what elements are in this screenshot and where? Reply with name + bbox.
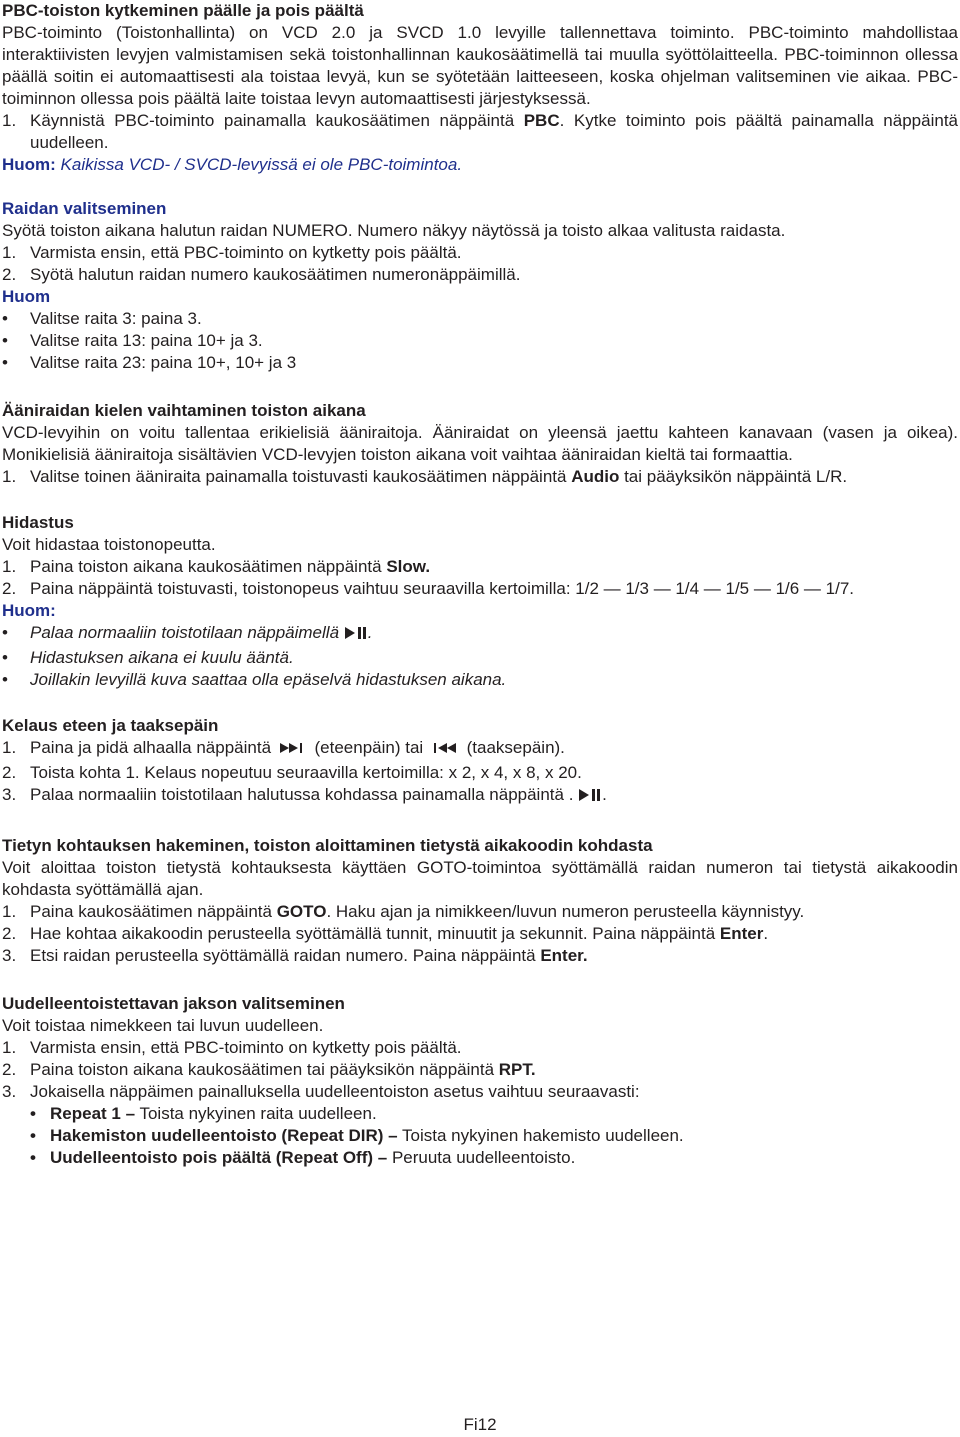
section-title: Kelaus eteen ja taaksepäin bbox=[2, 716, 219, 735]
key-name: PBC bbox=[523, 111, 560, 130]
item-text: Paina näppäintä toistuvasti, toistonopeus vaihtuu seuraavilla kertoimilla: 1/2 — 1/3 — 1/4 — 1/5 — 1/6 — 1/7. bbox=[30, 579, 855, 598]
text: Käynnistä PBC-toiminto painamalla kaukosäätimen näppäintä bbox=[30, 111, 524, 130]
key-name: RPT. bbox=[498, 1060, 536, 1079]
section-slow bbox=[2, 512, 958, 691]
text: Toista nykyinen raita uudelleen. bbox=[135, 1104, 377, 1123]
paragraph: Voit aloittaa toiston tietystä kohtauksesta käyttäen GOTO-toimintoa syöttämällä raidan numeron tai tietystä aikakoodin kohdasta syöttämällä ajan. bbox=[2, 858, 958, 899]
list-item bbox=[2, 466, 958, 488]
note-label-text: Huom: bbox=[2, 601, 56, 620]
section-title: Ääniraidan kielen vaihtaminen toiston aikana bbox=[2, 401, 366, 420]
item-number: 3. bbox=[2, 1082, 17, 1101]
section-goto bbox=[2, 835, 958, 967]
page-number: Fi12 bbox=[463, 1415, 497, 1434]
item-number: 1. bbox=[2, 738, 17, 757]
key-name: GOTO bbox=[276, 902, 327, 921]
item-number: 2. bbox=[2, 1060, 17, 1079]
bullet-dot: • bbox=[2, 623, 8, 642]
bullet-item bbox=[2, 330, 958, 352]
note-label: Huom: bbox=[2, 155, 56, 174]
list-item bbox=[2, 1059, 958, 1081]
item-text: Toista kohta 1. Kelaus nopeutuu seuraavilla kertoimilla: x 2, x 4, x 8, x 20. bbox=[30, 763, 582, 782]
section-track-select bbox=[2, 198, 958, 374]
play-pause-icon bbox=[578, 787, 602, 809]
item-text bbox=[30, 1059, 958, 1081]
list-item bbox=[2, 1037, 958, 1059]
text: . bbox=[367, 623, 373, 642]
paragraph: Syötä toiston aikana halutun raidan NUMERO. Numero näkyy näytössä ja toisto alkaa valitusta raidasta. bbox=[2, 221, 786, 240]
note-label bbox=[2, 600, 958, 622]
item-number: 1. bbox=[2, 1038, 17, 1057]
section-audio-language bbox=[2, 400, 958, 488]
list-item bbox=[2, 1081, 958, 1103]
bullet-text: Hidastuksen aikana ei kuulu ääntä. bbox=[30, 648, 294, 667]
key-name: Enter bbox=[719, 924, 764, 943]
item-number: 2. bbox=[2, 265, 17, 284]
option-name: Repeat 1 – bbox=[50, 1104, 136, 1123]
section-repeat bbox=[2, 993, 958, 1169]
bullet-text: Valitse raita 13: paina 10+ ja 3. bbox=[30, 331, 263, 350]
item-text bbox=[30, 901, 958, 923]
list-item bbox=[2, 762, 958, 784]
text: Palaa normaaliin toistotilaan näppäimellä bbox=[30, 623, 344, 642]
note bbox=[2, 154, 958, 176]
section-title: Raidan valitseminen bbox=[2, 199, 167, 218]
text: . bbox=[763, 924, 769, 943]
bullet-text bbox=[30, 622, 372, 647]
next-icon bbox=[276, 740, 310, 762]
list-item bbox=[2, 578, 958, 600]
bullet-text: Valitse raita 3: paina 3. bbox=[30, 309, 202, 328]
item-number: 1. bbox=[2, 467, 17, 486]
section-title: Hidastus bbox=[2, 513, 74, 532]
item-number: 3. bbox=[2, 946, 17, 965]
list-item bbox=[2, 923, 958, 945]
sub-bullet-item bbox=[30, 1103, 958, 1125]
text: Hae kohtaa aikakoodin perusteella syöttämällä tunnit, minuutit ja sekunnit. Paina näppäintä bbox=[30, 924, 720, 943]
paragraph: Voit toistaa nimekkeen tai luvun uudelleen. bbox=[2, 1016, 324, 1035]
sub-bullet-item bbox=[30, 1147, 958, 1169]
item-text bbox=[30, 784, 958, 809]
text: tai pääyksikön näppäintä L/R. bbox=[619, 467, 848, 486]
item-number: 1. bbox=[2, 243, 17, 262]
bullet-text bbox=[50, 1125, 684, 1147]
item-text bbox=[30, 737, 958, 762]
option-name: Hakemiston uudelleentoisto (Repeat DIR) – bbox=[50, 1126, 398, 1145]
paragraph: VCD-levyihin on voitu tallentaa erikielisiä ääniraitoja. Ääniraidat on yleensä jaettu kahteen kanavaan (vasen ja oikea). Monikielisiä ääniraitoja sisältävien VCD-levyjen toiston aikana voit vaihtaa ääniraidan kieltä tai formaattia. bbox=[2, 423, 958, 464]
bullet-dot: • bbox=[30, 1126, 36, 1145]
text: (eteenpäin) tai bbox=[309, 738, 428, 757]
item-text bbox=[30, 110, 958, 154]
bullet-item bbox=[2, 622, 958, 647]
key-name: Slow. bbox=[386, 557, 431, 576]
paragraph: PBC-toiminto (Toistonhallinta) on VCD 2.0 ja SVCD 1.0 levyille tallennettava toiminto. PBC-toiminto mahdollistaa interaktiivisten levyjen valmistamisen sekä toistonhallinnan kaukosäätimellä tai muulla syöttölaitteella. PBC-toiminnon ollessa päällä soitin ei automaattisesti ala toistaa levyä, kun se syötetään laitteeseen, koska ohjelman valitseminen vie aikaa. PBC-toiminnon ollessa pois päältä laite toistaa levyn automaattisesti järjestyksessä. bbox=[2, 23, 958, 108]
bullet-item bbox=[2, 308, 958, 330]
bullet-dot: • bbox=[2, 331, 8, 350]
bullet-text bbox=[50, 1103, 377, 1125]
text: Palaa normaaliin toistotilaan halutussa kohdassa painamalla näppäintä . bbox=[30, 785, 579, 804]
item-text bbox=[30, 466, 958, 488]
item-text bbox=[30, 923, 958, 945]
item-number: 2. bbox=[2, 924, 17, 943]
text: . Haku ajan ja nimikkeen/luvun numeron perusteella käynnistyy. bbox=[326, 902, 805, 921]
list-item bbox=[2, 901, 958, 923]
item-number: 2. bbox=[2, 579, 17, 598]
item-text: Syötä halutun raidan numero kaukosäätimen numeronäppäimillä. bbox=[30, 265, 521, 284]
text: Peruuta uudelleentoisto. bbox=[387, 1148, 576, 1167]
list-item bbox=[2, 242, 958, 264]
item-number: 1. bbox=[2, 111, 17, 130]
section-title: PBC-toiston kytkeminen päälle ja pois päältä bbox=[2, 1, 364, 20]
item-text: Jokaisella näppäimen painalluksella uudelleentoiston asetus vaihtuu seuraavasti: bbox=[30, 1082, 640, 1101]
list-item bbox=[2, 784, 958, 809]
bullet-item bbox=[2, 669, 958, 691]
item-text: Varmista ensin, että PBC-toiminto on kytketty pois päältä. bbox=[30, 1038, 462, 1057]
list-item bbox=[2, 110, 958, 154]
previous-icon bbox=[428, 740, 462, 762]
note-label-text: Huom bbox=[2, 287, 51, 306]
text: Paina ja pidä alhaalla näppäintä bbox=[30, 738, 276, 757]
bullet-item bbox=[2, 647, 958, 669]
play-pause-icon bbox=[344, 625, 368, 647]
item-text: Varmista ensin, että PBC-toiminto on kytketty pois päältä. bbox=[30, 243, 462, 262]
item-number: 1. bbox=[2, 902, 17, 921]
note-text: Kaikissa VCD- / SVCD-levyissä ei ole PBC-toimintoa. bbox=[55, 155, 463, 174]
bullet-dot: • bbox=[2, 353, 8, 372]
bullet-dot: • bbox=[2, 648, 8, 667]
key-name: Audio bbox=[571, 467, 620, 486]
bullet-dot: • bbox=[30, 1104, 36, 1123]
text: Paina toiston aikana kaukosäätimen tai pääyksikön näppäintä bbox=[30, 1060, 499, 1079]
text: (taaksepäin). bbox=[461, 738, 565, 757]
bullet-text bbox=[50, 1147, 575, 1169]
list-item bbox=[2, 945, 958, 967]
text: . Kytke toiminto pois päältä painamalla näppäintä uudelleen. bbox=[30, 111, 958, 152]
section-fast-search bbox=[2, 715, 958, 809]
section-title: Tietyn kohtauksen hakeminen, toiston aloittaminen tietystä aikakoodin kohdasta bbox=[2, 836, 653, 855]
key-name: Enter. bbox=[540, 946, 588, 965]
item-text bbox=[30, 945, 958, 967]
item-number: 2. bbox=[2, 763, 17, 782]
item-number: 1. bbox=[2, 557, 17, 576]
bullet-dot: • bbox=[2, 309, 8, 328]
list-item bbox=[2, 264, 958, 286]
text: Valitse toinen ääniraita painamalla toistuvasti kaukosäätimen näppäintä bbox=[30, 467, 572, 486]
section-title: Uudelleentoistettavan jakson valitseminen bbox=[2, 994, 345, 1013]
bullet-item bbox=[2, 352, 958, 374]
sub-bullet-item bbox=[30, 1125, 958, 1147]
section-pbc bbox=[2, 0, 958, 176]
text: Paina toiston aikana kaukosäätimen näppäintä bbox=[30, 557, 387, 576]
item-text bbox=[30, 556, 958, 578]
text: . bbox=[602, 785, 607, 804]
bullet-dot: • bbox=[2, 670, 8, 689]
note-label bbox=[2, 286, 958, 308]
list-item bbox=[2, 556, 958, 578]
bullet-text: Joillakin levyillä kuva saattaa olla epäselvä hidastuksen aikana. bbox=[30, 670, 507, 689]
text: Paina kaukosäätimen näppäintä bbox=[30, 902, 277, 921]
text: Etsi raidan perusteella syöttämällä raidan numero. Paina näppäintä bbox=[30, 946, 541, 965]
bullet-text: Valitse raita 23: paina 10+, 10+ ja 3 bbox=[30, 353, 297, 372]
bullet-dot: • bbox=[30, 1148, 36, 1167]
item-number: 3. bbox=[2, 785, 17, 804]
paragraph: Voit hidastaa toistonopeutta. bbox=[2, 535, 216, 554]
option-name: Uudelleentoisto pois päältä (Repeat Off) – bbox=[50, 1148, 388, 1167]
text: Toista nykyinen hakemisto uudelleen. bbox=[397, 1126, 684, 1145]
list-item bbox=[2, 737, 958, 762]
